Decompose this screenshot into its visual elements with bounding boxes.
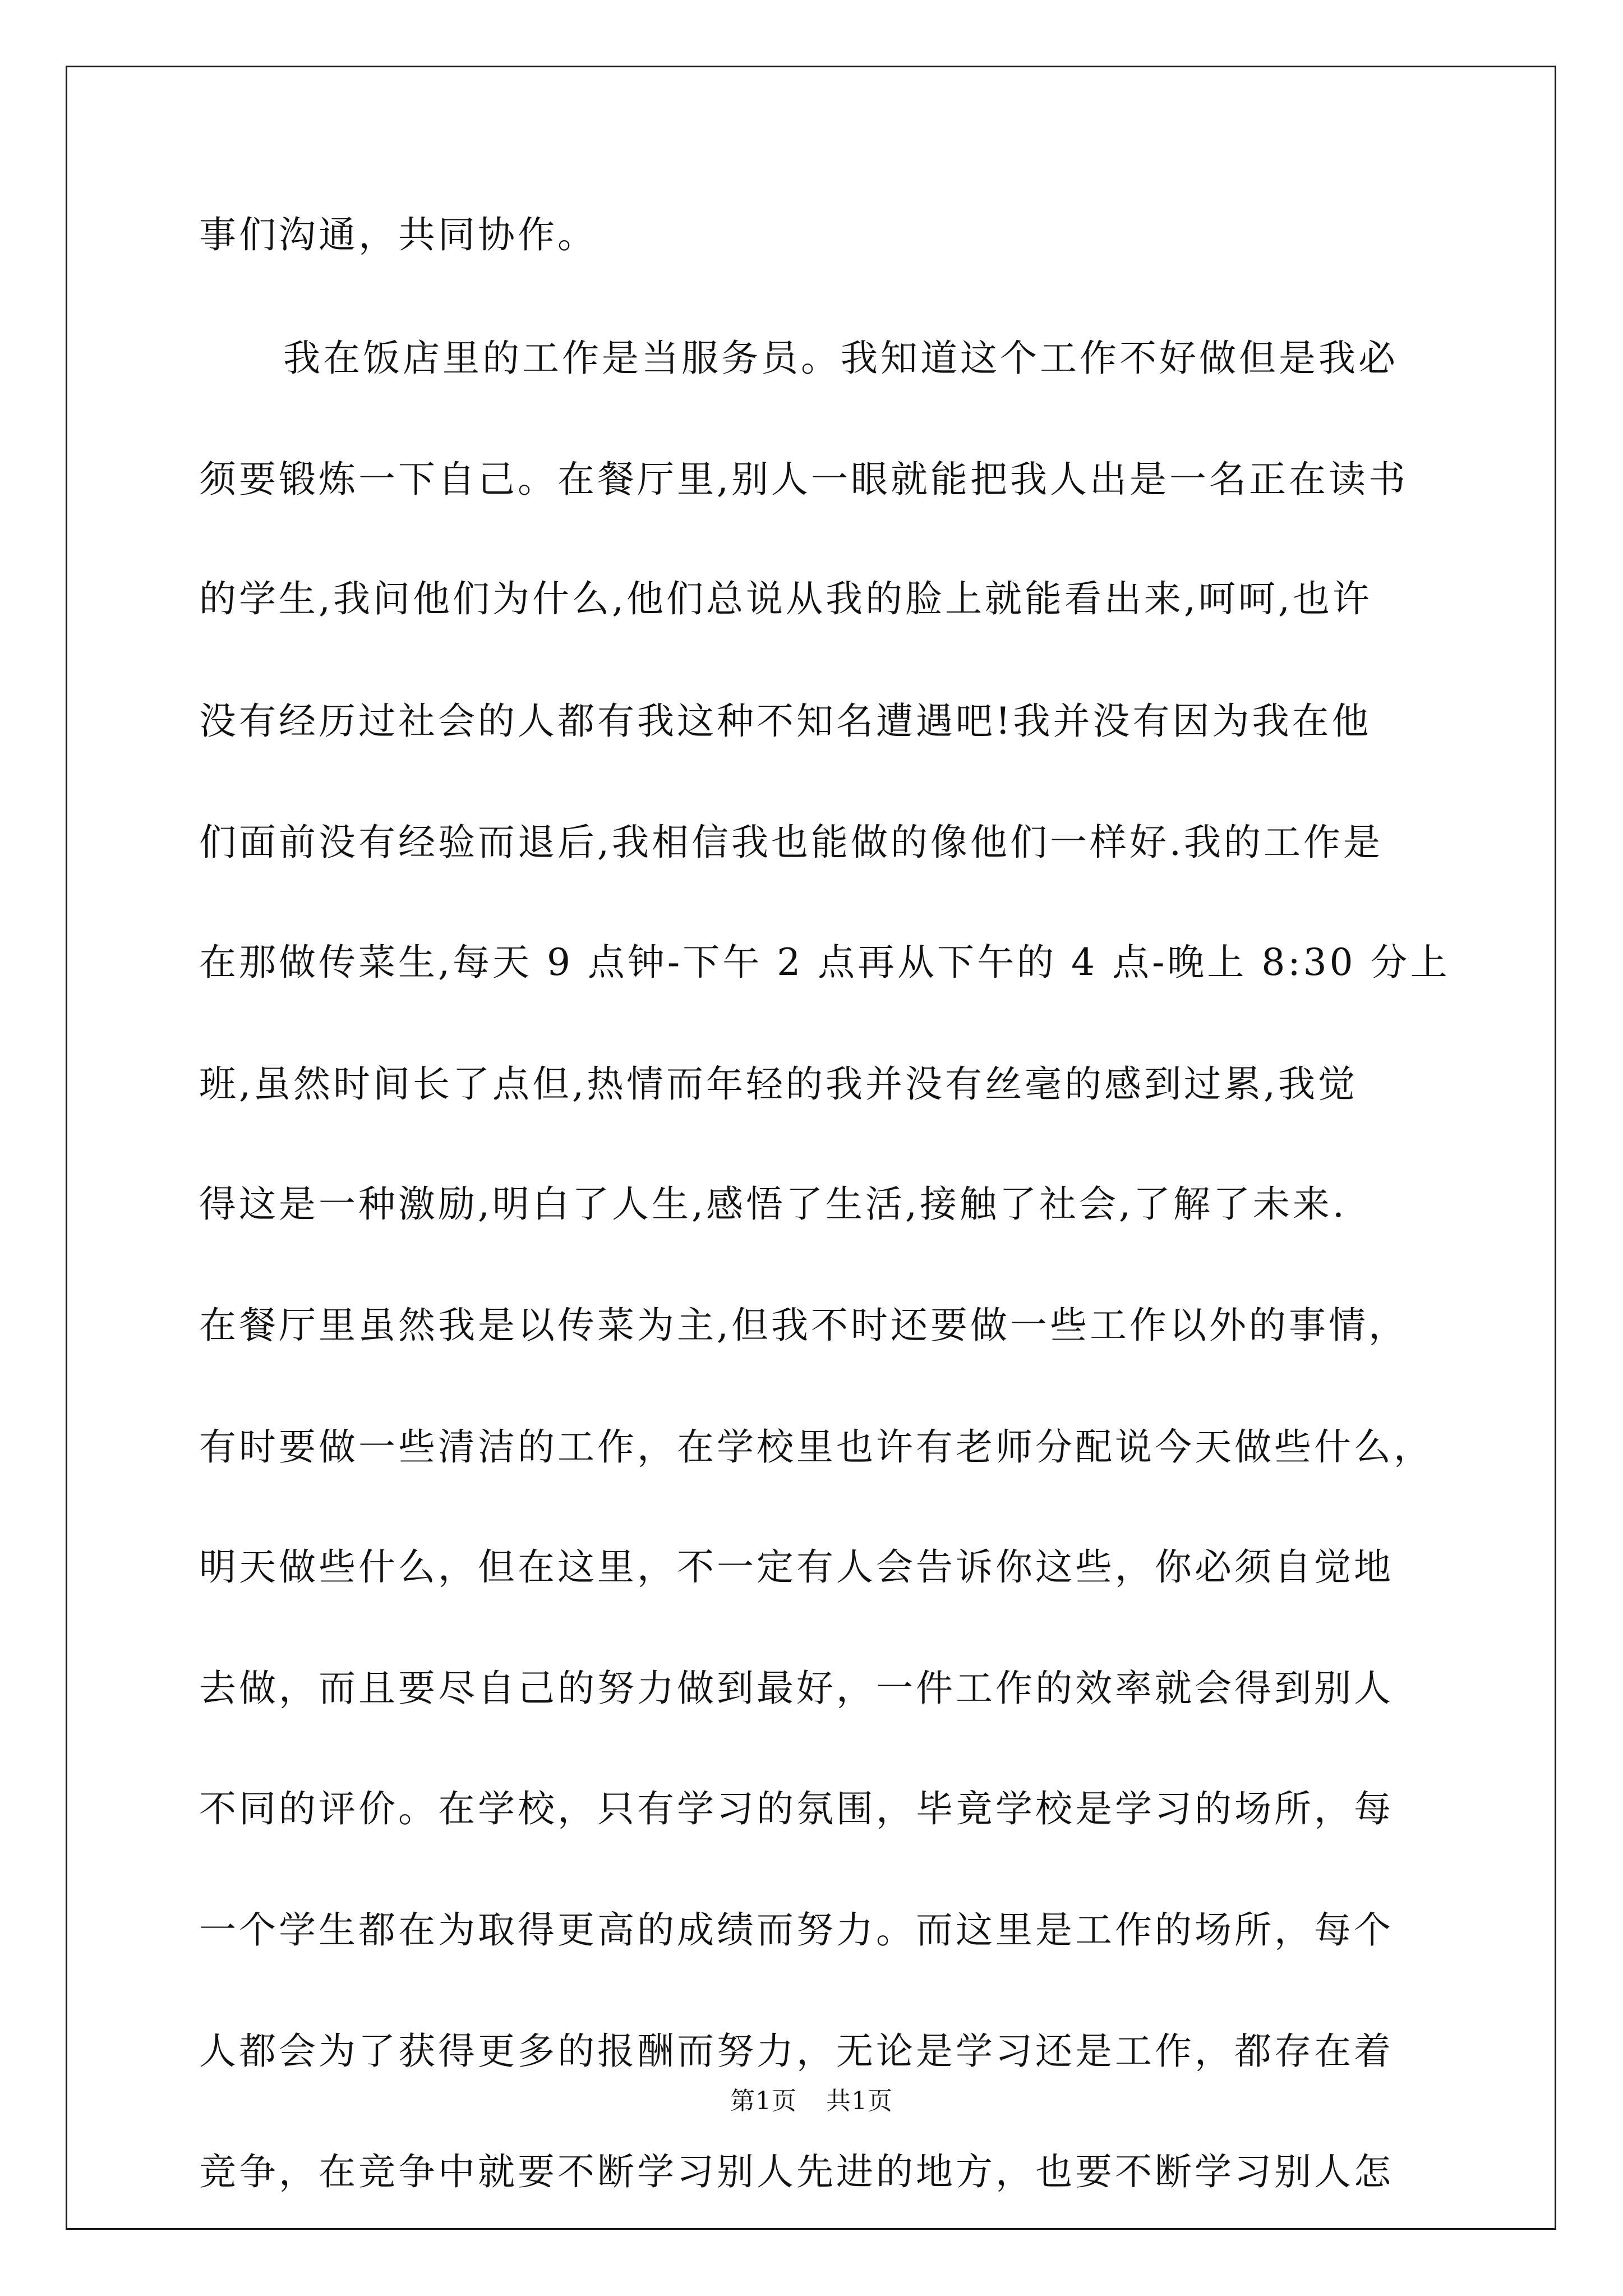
text-line: 明天做些什么，但在这里，不一定有人会告诉你这些，你必须自觉地 (199, 1545, 1394, 1589)
text-line: 没有经历过社会的人都有我这种不知名遭遇吧!我并没有因为我在他 (199, 700, 1372, 743)
text-line: 在餐厅里虽然我是以传菜为主,但我不时还要做一些工作以外的事情， (199, 1304, 1408, 1347)
text-line: 们面前没有经验而退后,我相信我也能做的像他们一样好.我的工作是 (199, 821, 1383, 864)
page-total: 共1页 (826, 2087, 893, 2115)
text-line: 去做，而且要尽自己的努力做到最好，一件工作的效率就会得到别人 (199, 1667, 1394, 1710)
text-line: 在那做传菜生,每天 9 点钟-下午 2 点再从下午的 4 点-晚上 8:30 分上 (199, 941, 1450, 984)
text-line: 人都会为了获得更多的报酬而努力，无论是学习还是工作，都存在着 (199, 2030, 1394, 2073)
text-line: 得这是一种激励,明白了人生,感悟了生活,接触了社会,了解了未来. (199, 1182, 1347, 1226)
text-line: 班,虽然时间长了点但,热情而年轻的我并没有丝毫的感到过累,我觉 (199, 1062, 1358, 1106)
text-line: 一个学生都在为取得更高的成绩而努力。而这里是工作的场所，每个 (199, 1908, 1394, 1952)
page-footer (0, 2086, 1623, 2117)
paragraph-first-line: 我在饭店里的工作是当服务员。我知道这个工作不好做但是我必 (283, 337, 1398, 380)
text-line: 的学生,我问他们为什么,他们总说从我的脸上就能看出来,呵呵,也许 (199, 577, 1372, 620)
text-line: 有时要做一些清洁的工作，在学校里也许有老师分配说今天做些什么， (199, 1425, 1433, 1469)
page-border (66, 66, 1556, 2230)
page-number: 第1页 (730, 2087, 797, 2115)
text-line: 竞争，在竞争中就要不断学习别人先进的地方，也要不断学习别人怎 (199, 2150, 1394, 2193)
text-line: 事们沟通，共同协作。 (199, 213, 597, 256)
text-line: 不同的评价。在学校，只有学习的氛围，毕竟学校是学习的场所，每 (199, 1787, 1394, 1830)
text-line: 须要锻炼一下自己。在餐厅里,别人一眼就能把我人出是一名正在读书 (199, 458, 1408, 501)
